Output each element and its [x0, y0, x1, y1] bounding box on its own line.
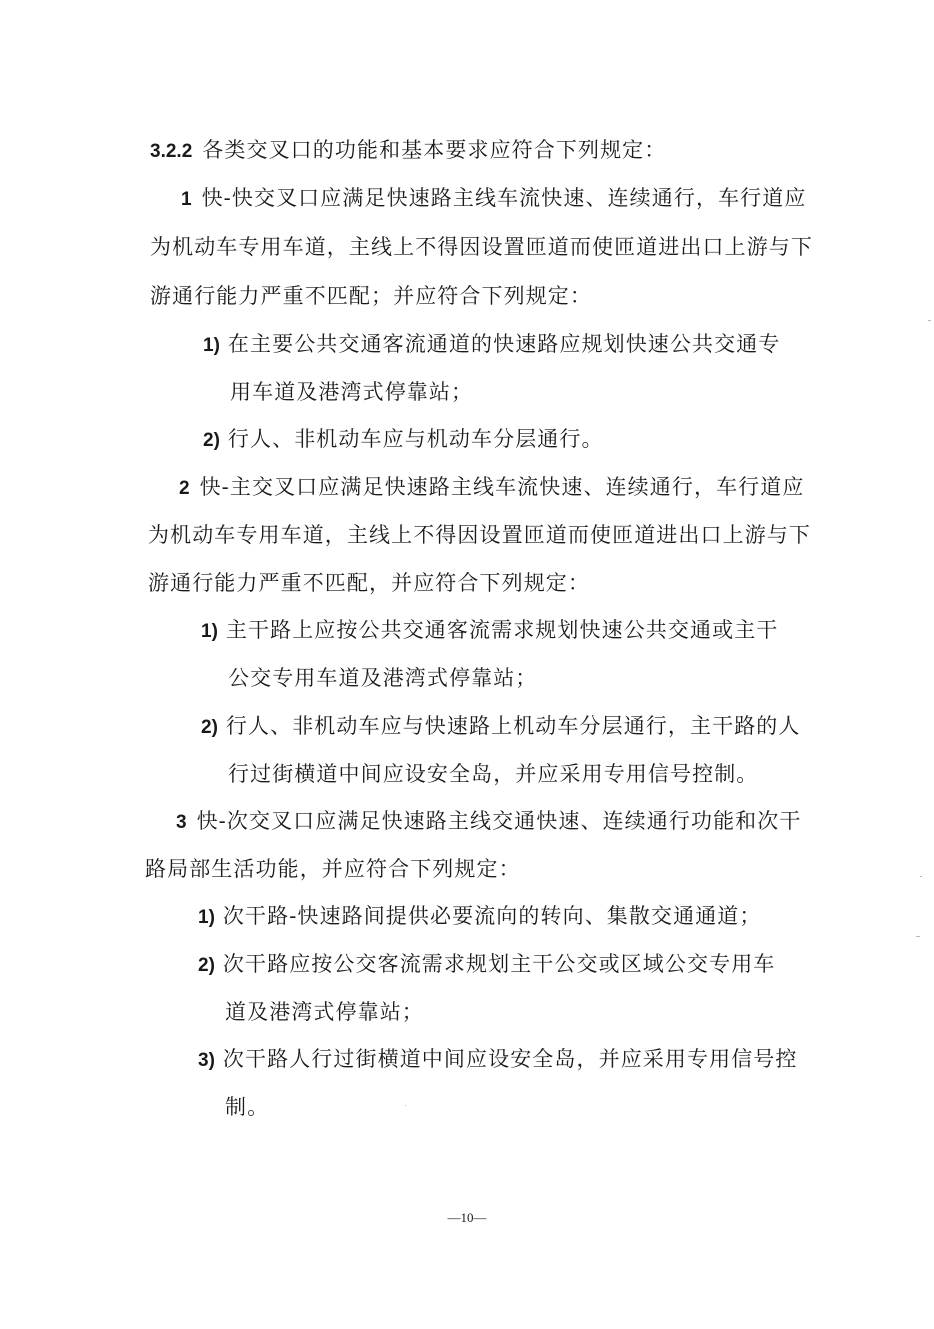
item-1-text-1: 快-快交叉口应满足快速路主线车流快速、连续通行，车行道应 — [201, 186, 807, 210]
item-1-sub-1-number: 1) — [203, 335, 220, 356]
item-3-sub-2-number: 2) — [198, 955, 215, 976]
item-3-sub-2-line-1 — [198, 951, 775, 979]
item-3-sub-2-line-2 — [225, 999, 424, 1025]
item-3-line-1 — [176, 808, 801, 836]
scan-speck — [920, 876, 922, 877]
item-1-text-3: 游通行能力严重不匹配；并应符合下列规定： — [150, 284, 592, 308]
item-3-number: 3 — [176, 812, 187, 833]
item-2-text-2: 为机动车专用车道，主线上不得因设置匝道而使匝道进出口上游与下 — [148, 523, 811, 547]
item-1-sub-2-line-1 — [203, 426, 604, 454]
page-number: —10— — [447, 1210, 487, 1225]
item-3-sub-3-line-1 — [198, 1046, 798, 1074]
section-heading — [150, 137, 666, 165]
item-2-sub-2-text-2: 行过街横道中间应设安全岛，并应采用专用信号控制。 — [228, 762, 759, 786]
item-1-number: 1 — [181, 189, 192, 210]
item-1-sub-1-text-2: 用车道及港湾式停靠站； — [230, 380, 474, 404]
section-number: 3.2.2 — [150, 141, 193, 162]
item-1-text-2: 为机动车专用车道，主线上不得因设置匝道而使匝道进出口上游与下 — [150, 235, 813, 259]
item-3-sub-1-number: 1) — [198, 907, 215, 928]
item-3-sub-3-line-2 — [225, 1094, 269, 1120]
item-2-line-2 — [148, 522, 811, 548]
item-2-sub-1-line-1 — [201, 617, 778, 645]
item-1-sub-2-text-1: 行人、非机动车应与机动车分层通行。 — [227, 427, 604, 451]
scan-speck — [928, 320, 931, 321]
scan-speck — [405, 1105, 406, 1106]
item-2-sub-1-line-2 — [228, 665, 537, 691]
item-2-sub-1-text-1: 主干路上应按公共交通客流需求规划快速公共交通或主干 — [225, 618, 779, 642]
item-1-sub-2-number: 2) — [203, 430, 220, 451]
item-1-sub-1-text-1: 在主要公共交通客流通道的快速路应规划快速公共交通专 — [227, 332, 781, 356]
item-3-sub-1-line-1 — [198, 903, 762, 931]
item-2-line-1 — [179, 474, 804, 502]
item-2-sub-1-text-2: 公交专用车道及港湾式停靠站； — [228, 666, 538, 690]
item-3-text-1: 快-次交叉口应满足快速路主线交通快速、连续通行功能和次干 — [196, 809, 802, 833]
item-3-sub-2-text-2: 道及港湾式停靠站； — [225, 1000, 424, 1024]
item-2-line-3 — [148, 570, 590, 596]
item-2-text-3: 游通行能力严重不匹配，并应符合下列规定： — [148, 571, 590, 595]
item-2-text-1: 快-主交叉口应满足快速路主线车流快速、连续通行，车行道应 — [199, 475, 805, 499]
item-1-line-2 — [150, 234, 813, 260]
item-3-text-2: 路局部生活功能，并应符合下列规定： — [145, 857, 521, 881]
item-1-line-1 — [181, 185, 806, 213]
item-3-sub-2-text-1: 次干路应按公交客流需求规划主干公交或区域公交专用车 — [222, 952, 776, 976]
item-2-sub-2-text-1: 行人、非机动车应与快速路上机动车分层通行，主干路的人 — [225, 714, 801, 738]
item-3-sub-3-number: 3) — [198, 1050, 215, 1071]
item-3-line-2 — [145, 856, 521, 882]
scan-speck — [916, 936, 920, 937]
item-2-sub-1-number: 1) — [201, 621, 218, 642]
item-2-sub-2-line-1 — [201, 713, 801, 741]
item-3-sub-1-text-1: 次干路-快速路间提供必要流向的转向、集散交通通道； — [222, 904, 762, 928]
item-3-sub-3-text-2: 制。 — [225, 1095, 270, 1119]
item-3-sub-3-text-1: 次干路人行过街横道中间应设安全岛，并应采用专用信号控 — [222, 1047, 798, 1071]
item-1-line-3 — [150, 283, 592, 309]
item-1-sub-1-line-1 — [203, 331, 780, 359]
section-text: 各类交叉口的功能和基本要求应符合下列规定： — [202, 138, 667, 162]
item-2-sub-2-number: 2) — [201, 717, 218, 738]
item-1-sub-1-line-2 — [230, 379, 473, 405]
item-2-sub-2-line-2 — [228, 761, 758, 787]
item-2-number: 2 — [179, 478, 190, 499]
